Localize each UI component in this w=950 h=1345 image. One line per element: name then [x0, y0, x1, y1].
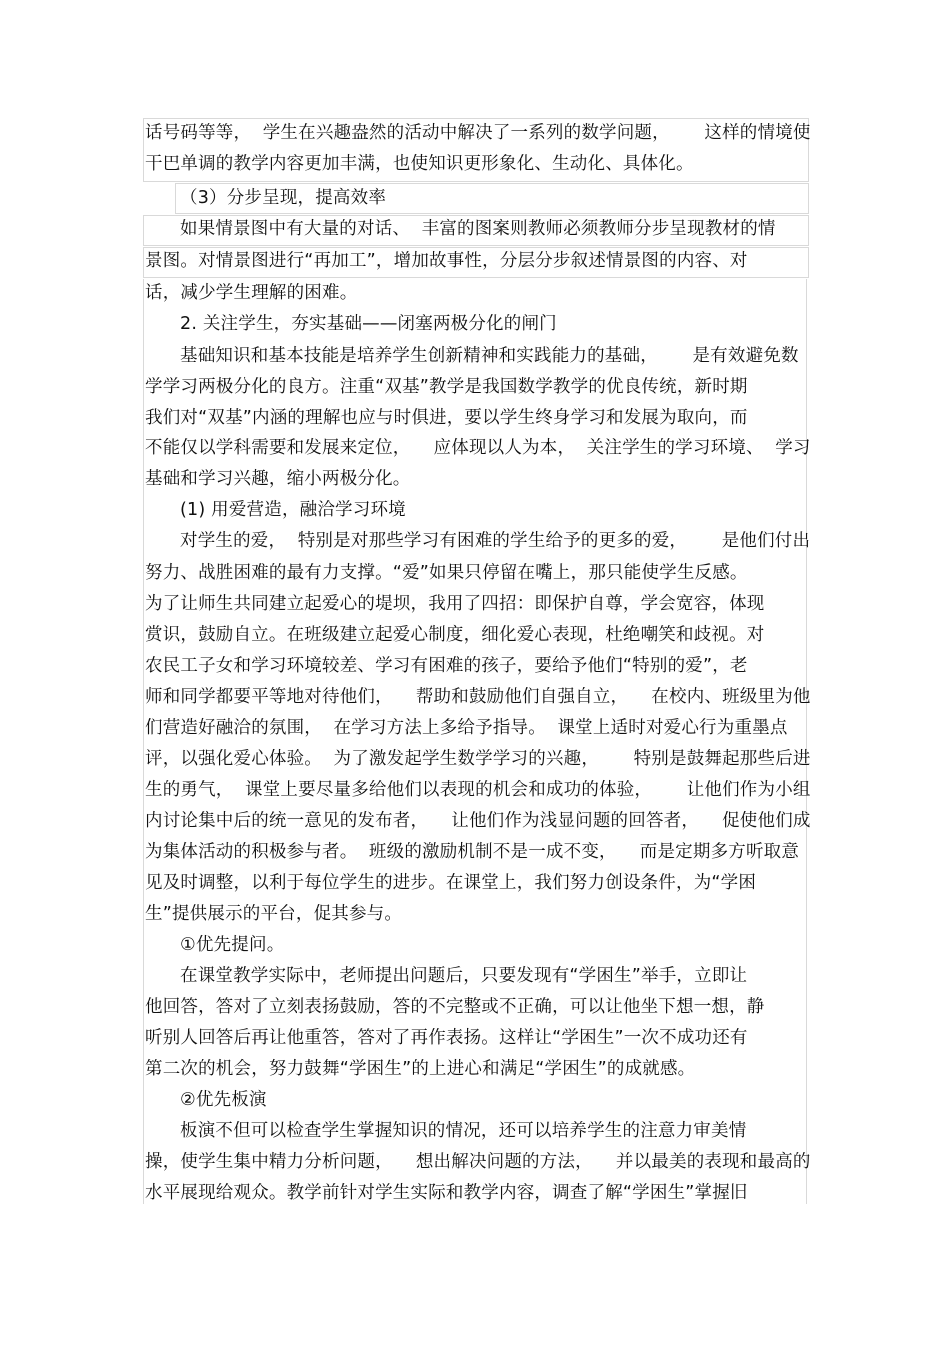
text-line: 他回答，答对了立刻表扬鼓励，答的不完整或不正确，可以让他坐下想一想，静: [145, 997, 765, 1017]
text-line: 为了让师生共同建立起爱心的堤坝，我用了四招：即保护自尊，学会宽容，体现: [145, 594, 765, 614]
text-line: 们营造好融洽的氛围， 在学习方法上多给予指导。 课堂上适时对爱心行为重墨点: [145, 718, 788, 738]
text-line: 我们对“双基”内涵的理解也应与时俱进，要以学生终身学习和发展为取向，而: [145, 408, 748, 428]
section-heading: （3）分步呈现，提高效率: [180, 188, 387, 208]
text-line: 第二次的机会，努力鼓舞“学困生”的上进心和满足“学困生”的成就感。: [145, 1059, 696, 1079]
text-line: 话，减少学生理解的困难。: [145, 283, 358, 303]
text-line: 干巴单调的教学内容更加丰满，也使知识更形象化、生动化、具体化。: [145, 154, 694, 174]
scan-border-left: [143, 279, 144, 1204]
text-line: 听别人回答后再让他重答，答对了再作表扬。这样让“学困生”一次不成功还有: [145, 1028, 748, 1048]
scan-border-right: [806, 279, 807, 1204]
text-line: 在课堂教学实际中，老师提出问题后，只要发现有“学困生”举手，立即让: [180, 966, 748, 986]
text-line: 操，使学生集中精力分析问题， 想出解决问题的方法， 并以最美的表现和最高的: [145, 1152, 811, 1172]
text-line: 赏识，鼓励自立。在班级建立起爱心制度，细化爱心表现，杜绝嘲笑和歧视。对: [145, 625, 765, 645]
section-heading: 2. 关注学生，夯实基础——闭塞两极分化的闸门: [180, 314, 557, 334]
text-line: 内讨论集中后的统一意见的发布者， 让他们作为浅显问题的回答者， 促使他们成: [145, 811, 811, 831]
text-line: 话号码等等， 学生在兴趣盎然的活动中解决了一系列的数学问题， 这样的情境使: [145, 123, 811, 143]
text-line: 基础和学习兴趣，缩小两极分化。: [145, 469, 411, 489]
section-heading: ②优先板演: [180, 1090, 267, 1110]
text-line: 景图。对情景图进行“再加工”，增加故事性，分层分步叙述情景图的内容、对: [145, 251, 748, 271]
section-heading: (1) 用爱营造，融洽学习环境: [180, 500, 406, 520]
text-line: 师和同学都要平等地对待他们， 帮助和鼓励他们自强自立， 在校内、班级里为他: [145, 687, 811, 707]
text-line: 生的勇气， 课堂上要尽量多给他们以表现的机会和成功的体验， 让他们作为小组: [145, 780, 811, 800]
text-line: 见及时调整，以利于每位学生的进步。在课堂上，我们努力创设条件，为“学困: [145, 873, 757, 893]
text-line: 不能仅以学科需要和发展来定位， 应体现以人为本， 关注学生的学习环境、 学习: [145, 438, 811, 458]
text-line: 努力、战胜困难的最有力支撑。“爱”如果只停留在嘴上，那只能使学生反感。: [145, 563, 748, 583]
section-heading: ①优先提问。: [180, 935, 285, 955]
text-line: 评，以强化爱心体验。 为了激发起学生数学学习的兴趣， 特别是鼓舞起那些后进: [145, 749, 811, 769]
text-line: 农民工子女和学习环境较差、学习有困难的孩子，要给予他们“特别的爱”，老: [145, 656, 748, 676]
text-line: 学学习两极分化的良方。注重“双基”教学是我国数学教学的优良传统，新时期: [145, 377, 748, 397]
text-line: 如果情景图中有大量的对话、 丰富的图案则教师必须教师分步呈现教材的情: [180, 219, 776, 239]
text-line: 为集体活动的积极参与者。 班级的激励机制不是一成不变， 而是定期多方听取意: [145, 842, 800, 862]
text-line: 板演不但可以检查学生掌握知识的情况，还可以培养学生的注意力审美情: [180, 1121, 747, 1141]
text-line: 水平展现给观众。教学前针对学生实际和教学内容，调查了解“学困生”掌握旧: [145, 1183, 748, 1203]
text-line: 生”提供展示的平台，促其参与。: [145, 904, 403, 924]
text-line: 对学生的爱， 特别是对那些学习有困难的学生给予的更多的爱， 是他们付出: [180, 531, 811, 551]
text-line: 基础知识和基本技能是培养学生创新精神和实践能力的基础， 是有效避免数: [180, 346, 799, 366]
